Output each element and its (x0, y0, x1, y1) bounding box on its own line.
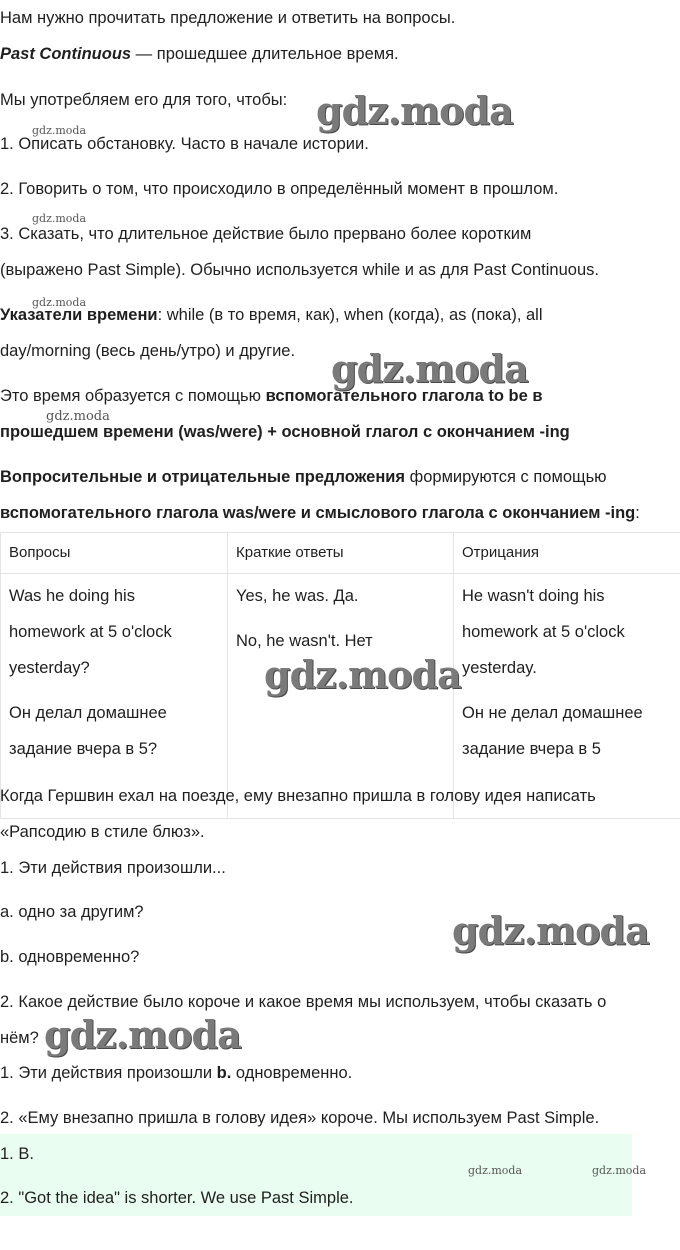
cell-line: Он делал домашнее (9, 704, 167, 722)
cell-line: No, he wasn't. Нет (236, 632, 373, 650)
watermark-small: gdz.moda (46, 409, 110, 424)
question-negation-line1 (0, 459, 680, 495)
question-negation-colon: : (635, 504, 640, 522)
formation-bold-1: вспомогательного глагола to be в (265, 387, 543, 405)
watermark-small: gdz.moda (32, 124, 87, 137)
answer-1-prefix: 1. Эти действия произошли (0, 1064, 217, 1082)
usage-intro: Мы употребляем его для того, чтобы: (0, 91, 288, 109)
formation-line2: прошедшем времени (was/were) + основной глагол с окончанием -ing (0, 423, 570, 441)
question-2-line2: нём? (0, 1029, 39, 1047)
question-negation-rest: формируются с помощью (405, 468, 607, 486)
usage-item-3-line2: (выражено Past Simple). Обычно используется while и as для Past Continuous. (0, 261, 599, 279)
option-b: b. одновременно? (0, 948, 140, 966)
cell-line: He wasn't doing his (462, 587, 605, 605)
time-markers-label: Указатели времени (0, 306, 158, 324)
watermark-logo: gdz.moda (452, 908, 649, 953)
option-a: a. одно за другим? (0, 903, 144, 921)
header-short-answers: Краткие ответы (228, 533, 454, 574)
table-header-row (1, 533, 680, 574)
question-negation-bold: Вопросительные и отрицательные предложения (0, 468, 406, 486)
cell-line: Он не делал домашнее (462, 704, 643, 722)
cell-line: Was he doing his (9, 587, 135, 605)
answer-1-suffix: одновременно. (231, 1064, 353, 1082)
watermark-small: gdz.moda (32, 296, 87, 309)
definition-rest: — прошедшее длительное время. (131, 45, 399, 63)
question-2-line1: 2. Какое действие было короче и какое время мы используем, чтобы сказать о (0, 993, 607, 1011)
watermark-small: gdz.moda (468, 1164, 523, 1177)
question-1: 1. Эти действия произошли... (0, 859, 226, 877)
watermark-logo: gdz.moda (331, 346, 528, 391)
usage-item-3-line1: 3. Сказать, что длительное действие было прервано более коротким (0, 225, 532, 243)
watermark-logo: gdz.moda (264, 652, 461, 697)
definition-line (0, 36, 680, 72)
formation-prefix: Это время образуется с помощью (0, 387, 266, 405)
cell-line: yesterday. (462, 659, 537, 677)
header-questions: Вопросы (1, 533, 228, 574)
time-markers-list: : while (в то время, как), when (когда), as (пока), all (157, 306, 543, 324)
watermark-logo: gdz.moda (44, 1012, 241, 1057)
usage-item-2: 2. Говорить о том, что происходило в определённый момент в прошлом. (0, 180, 559, 198)
cell-line: задание вчера в 5? (9, 740, 158, 758)
task-sentence-line2: «Рапсодию в стиле блюз». (0, 823, 205, 841)
watermark-small: gdz.moda (592, 1164, 647, 1177)
cell-line: homework at 5 o'clock (9, 623, 172, 641)
question-negation-bold-2: вспомогательного глагола was/were и смыслового глагола с окончанием -ing (0, 504, 636, 522)
question-negation-line2 (0, 495, 680, 531)
answer-line-2: 2. "Got the idea" is shorter. We use Past Simple. (0, 1189, 354, 1207)
term-past-continuous: Past Continuous (0, 45, 132, 63)
watermark-small: gdz.moda (32, 212, 87, 225)
answer-2-ru: 2. «Ему внезапно пришла в голову идея» короче. Мы используем Past Simple. (0, 1109, 600, 1127)
cell-line: homework at 5 o'clock (462, 623, 625, 641)
answer-1-choice: b. (216, 1064, 232, 1082)
cell-line: задание вчера в 5 (462, 740, 601, 758)
cell-line: yesterday? (9, 659, 90, 677)
usage-item-1: 1. Описать обстановку. Часто в начале истории. (0, 135, 369, 153)
answer-1-ru (0, 1055, 680, 1091)
answer-line-1: 1. B. (0, 1145, 34, 1163)
header-negations: Отрицания (454, 533, 680, 574)
time-markers-line2: day/morning (весь день/утро) и другие. (0, 342, 296, 360)
time-markers-line1 (0, 297, 680, 333)
intro-text: Нам нужно прочитать предложение и ответить на вопросы. (0, 9, 456, 27)
task-sentence-line1: Когда Гершвин ехал на поезде, ему внезапно пришла в голову идея написать (0, 787, 596, 805)
watermark-logo: gdz.moda (316, 88, 513, 133)
cell-line: Yes, he was. Да. (236, 587, 359, 605)
